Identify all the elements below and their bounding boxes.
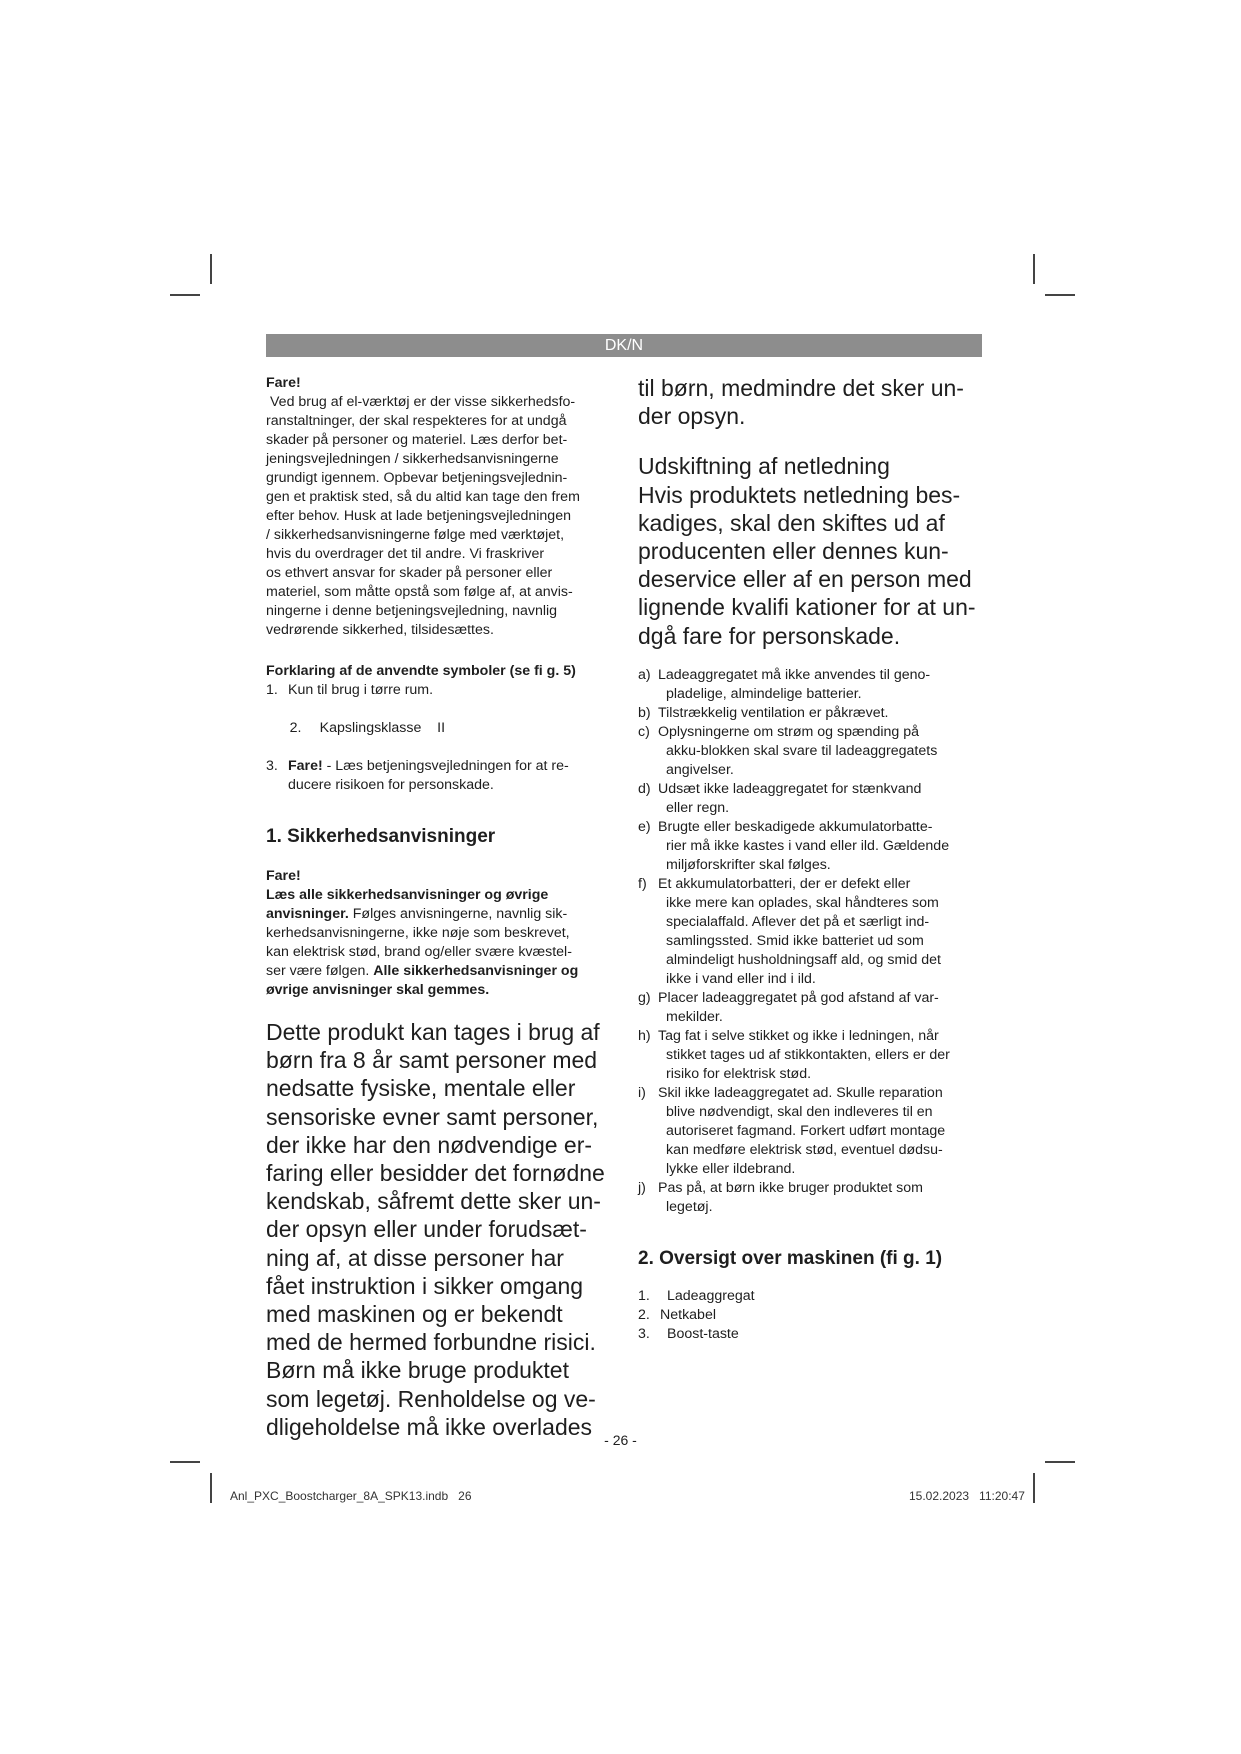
intro-line: ranstaltninger, der skal respekteres for at undgå <box>266 413 567 429</box>
list-item <box>638 780 990 818</box>
list-text: eller regn. <box>666 799 730 816</box>
large-text-line: nedsatte fysiske, mentale eller <box>266 1075 576 1102</box>
list-bold: Fare! <box>288 758 323 774</box>
list-text: risiko for elektrisk stød. <box>666 1065 812 1082</box>
large-text-line: med maskinen og er bekendt <box>266 1301 563 1328</box>
list-label: g) <box>638 989 651 1006</box>
list-text: Pas på, at børn ikke bruger produktet som <box>658 1179 923 1196</box>
children-usage-continuation <box>638 374 990 430</box>
large-text-line: fået instruktion i sikker omgang <box>266 1272 584 1299</box>
warning-bold: Alle sikkerhedsanvisninger og <box>373 963 579 979</box>
list-item <box>266 757 618 776</box>
section-2-title: 2. Oversigt over maskinen (fi g. 1) <box>638 1247 943 1269</box>
list-text: specialaffald. Aflever det på et særligt ind- <box>666 913 930 930</box>
list-text: autoriseret fagmand. Forkert udført montage <box>666 1122 946 1139</box>
crop-mark-bottom-right-v <box>1033 1473 1035 1503</box>
list-text: pladelige, almindelige batterier. <box>666 685 862 702</box>
list-number: 3. <box>638 1325 650 1342</box>
list-text: almindeligt husholdningsaff ald, og smid det <box>666 951 941 968</box>
left-column <box>266 374 618 1441</box>
list-item <box>638 989 990 1027</box>
list-text: akku-blokken skal svare til ladeaggregatets <box>666 742 938 759</box>
list-label: c) <box>638 723 650 740</box>
list-text: Tag fat i selve stikket og ikke i ledningen, når <box>658 1027 939 1044</box>
list-item <box>266 700 618 757</box>
list-text: Ladeaggregatet må ikke anvendes til geno- <box>658 666 931 683</box>
large-text-line: som legetøj. Renholdelse og ve- <box>266 1385 596 1412</box>
intro-line: hvis du overdrager det til andre. Vi fraskriver <box>266 546 545 562</box>
list-text: Brugte eller beskadigede akkumulatorbatte- <box>658 818 933 835</box>
list-text: lykke eller ildebrand. <box>666 1160 796 1177</box>
large-text-line: der ikke har den nødvendige er- <box>266 1131 593 1158</box>
crop-mark-top-left-v <box>210 254 212 284</box>
crop-mark-bottom-left-v <box>210 1473 212 1503</box>
list-label: j) <box>638 1179 646 1196</box>
large-text-line: ning af, at disse personer har <box>266 1244 564 1271</box>
header-label: DK/N <box>604 337 644 354</box>
list-item-continuation <box>266 776 618 795</box>
list-text: miljøforskrifter skal følges. <box>666 856 831 873</box>
intro-title: Fare! <box>266 375 301 391</box>
list-item <box>638 723 990 780</box>
list-item <box>638 1306 990 1325</box>
large-text-line: Børn må ikke bruge produktet <box>266 1357 569 1384</box>
list-label: f) <box>638 875 647 892</box>
intro-line: skader på personer og materiel. Læs derfor bet- <box>266 432 568 448</box>
intro-line: vedrørende sikkerhed, tilsidesættes. <box>266 622 494 638</box>
symbols-list <box>266 681 618 795</box>
warning-line <box>266 962 618 981</box>
intro-line: os ethvert ansvar for skader på personer eller <box>266 565 553 581</box>
list-text: kan medføre elektrisk stød, eventuel dødsu- <box>666 1141 943 1158</box>
list-label: a) <box>638 666 651 683</box>
large-text-line: kendskab, såfremt dette sker un- <box>266 1188 601 1215</box>
list-number: 2. <box>638 1306 650 1323</box>
large-text-line: deservice eller af en person med <box>638 566 972 593</box>
large-text-line: producenten eller dennes kun- <box>638 538 949 565</box>
large-text-line: dligeholdelse må ikke overlades <box>266 1413 593 1440</box>
children-usage-paragraph <box>266 1018 618 1441</box>
warning-text: ser være følgen. <box>266 963 374 979</box>
large-text-line: sensoriske evner samt personer, <box>266 1103 599 1130</box>
list-item <box>638 1179 990 1217</box>
large-text-line: faring eller besidder det fornødne <box>266 1160 605 1187</box>
intro-line: grundigt igennem. Opbevar betjeningsvejlednin- <box>266 470 568 486</box>
list-text: Netkabel <box>660 1306 716 1323</box>
intro-line: / sikkerhedsanvisningerne følge med værktøjet, <box>266 527 565 543</box>
list-text: Tilstrækkelig ventilation er påkrævet. <box>658 704 889 721</box>
list-item <box>638 818 990 875</box>
list-label: h) <box>638 1027 651 1044</box>
list-item <box>638 704 990 723</box>
list-text: stikket tages ud af stikkontakten, ellers er der <box>666 1046 950 1063</box>
warning-line <box>266 905 618 924</box>
intro-line: efter behov. Husk at lade betjeningsvejledningen <box>266 508 571 524</box>
large-text-line: kadiges, skal den skiftes ud af <box>638 509 945 536</box>
right-column <box>638 374 990 1344</box>
intro-line: Ved brug af el-værktøj er der visse sikkerhedsfo- <box>270 394 576 410</box>
footer-file-info: Anl_PXC_Boostcharger_8A_SPK13.indb 26 <box>230 1489 472 1503</box>
intro-line: gen et praktisk sted, så du altid kan tage den frem <box>266 489 580 505</box>
large-text-line: Udskiftning af netledning <box>638 453 890 480</box>
page-number: - 26 - <box>604 1432 637 1448</box>
safety-items-list <box>638 666 990 1217</box>
warning-title: Fare! <box>266 868 301 884</box>
list-label: e) <box>638 818 651 835</box>
large-text-line: der opsyn. <box>638 403 746 430</box>
list-item <box>638 1287 990 1306</box>
list-text: samlingssted. Smid ikke batteriet ud som <box>666 932 924 949</box>
crop-mark-top-left-h <box>170 294 200 296</box>
list-text: Boost-taste <box>667 1325 739 1342</box>
intro-line: materiel, som måtte opstå som følge af, at anvis- <box>266 584 573 600</box>
large-text-line: Hvis produktets netledning bes- <box>638 481 961 508</box>
large-text-line: til børn, medmindre det sker un- <box>638 375 964 401</box>
list-item <box>638 1027 990 1084</box>
list-item <box>638 1084 990 1179</box>
list-text: blive nødvendigt, skal den indleveres til en <box>666 1103 933 1120</box>
list-text: Oplysningerne om strøm og spænding på <box>658 723 920 740</box>
list-text: Et akkumulatorbatteri, der er defekt eller <box>658 875 911 892</box>
list-number: 2. <box>289 720 302 736</box>
list-text: ikke mere kan oplades, skal håndteres som <box>666 894 939 911</box>
large-text-line: med de hermed forbundne risici. <box>266 1329 596 1356</box>
list-item <box>638 666 990 704</box>
warning-paragraph <box>266 886 618 1000</box>
list-text: Kapslingsklasse II <box>319 720 446 736</box>
list-text: rier må ikke kastes i vand eller ild. Gældende <box>666 837 950 854</box>
list-item <box>638 1325 990 1344</box>
list-text: ikke i vand eller ind i ild. <box>666 970 816 987</box>
intro-line: jeningsvejledningen / sikkerhedsanvisningerne <box>266 451 559 467</box>
symbols-title: Forklaring af de anvendte symboler (se fi g. 5) <box>266 663 576 679</box>
list-number: 3. <box>266 758 278 774</box>
list-text: Kun til brug i tørre rum. <box>288 682 434 698</box>
warning-bold: anvisninger. <box>266 906 349 922</box>
intro-paragraph <box>266 393 618 640</box>
crop-mark-top-right-h <box>1045 294 1075 296</box>
list-text: - Læs betjeningsvejledningen for at re- <box>322 758 569 774</box>
list-label: d) <box>638 780 651 797</box>
list-text: Placer ladeaggregatet på god afstand af var- <box>658 989 939 1006</box>
list-text: Ladeaggregat <box>667 1287 755 1304</box>
list-text: Udsæt ikke ladeaggregatet for stænkvand <box>658 780 922 797</box>
warning-text: Følges anvisningerne, navnlig sik- <box>348 906 568 922</box>
list-text: Skil ikke ladeaggregatet ad. Skulle reparation <box>658 1084 943 1101</box>
large-text-line: børn fra 8 år samt personer med <box>266 1047 598 1074</box>
list-text: mekilder. <box>666 1008 723 1025</box>
cord-replacement-paragraph <box>638 452 990 649</box>
crop-mark-bottom-left-h <box>170 1461 200 1463</box>
list-number: 1. <box>638 1287 650 1304</box>
warning-line: øvrige anvisninger skal gemmes. <box>266 982 490 998</box>
warning-line: kerhedsanvisningerne, ikke nøje som beskrevet, <box>266 925 570 941</box>
list-item <box>638 875 990 989</box>
intro-line: ningerne i denne betjeningsvejledning, navnlig <box>266 603 558 619</box>
parts-list <box>638 1287 990 1344</box>
section-1-title: 1. Sikkerhedsanvisninger <box>266 826 496 847</box>
list-label: b) <box>638 704 651 721</box>
list-text: ducere risikoen for personskade. <box>288 777 494 793</box>
warning-line: kan elektrisk stød, brand og/eller svære kvæstel- <box>266 944 572 960</box>
large-text-line: der opsyn eller under forudsæt- <box>266 1216 587 1243</box>
crop-mark-top-right-v <box>1033 254 1035 284</box>
list-label: i) <box>638 1084 646 1101</box>
large-text-line: Dette produkt kan tages i brug af <box>266 1019 600 1045</box>
large-text-line: lignende kvalifi kationer for at un- <box>638 594 976 621</box>
list-item <box>266 681 618 700</box>
footer-datetime: 15.02.2023 11:20:47 <box>909 1489 1025 1503</box>
list-text: angivelser. <box>666 761 734 778</box>
large-text-line: dgå fare for personskade. <box>638 622 901 649</box>
list-number: 1. <box>266 682 278 698</box>
warning-line: Læs alle sikkerhedsanvisninger og øvrige <box>266 887 549 903</box>
crop-mark-bottom-right-h <box>1045 1461 1075 1463</box>
language-header-bar <box>266 334 982 357</box>
list-text: legetøj. <box>666 1198 713 1215</box>
